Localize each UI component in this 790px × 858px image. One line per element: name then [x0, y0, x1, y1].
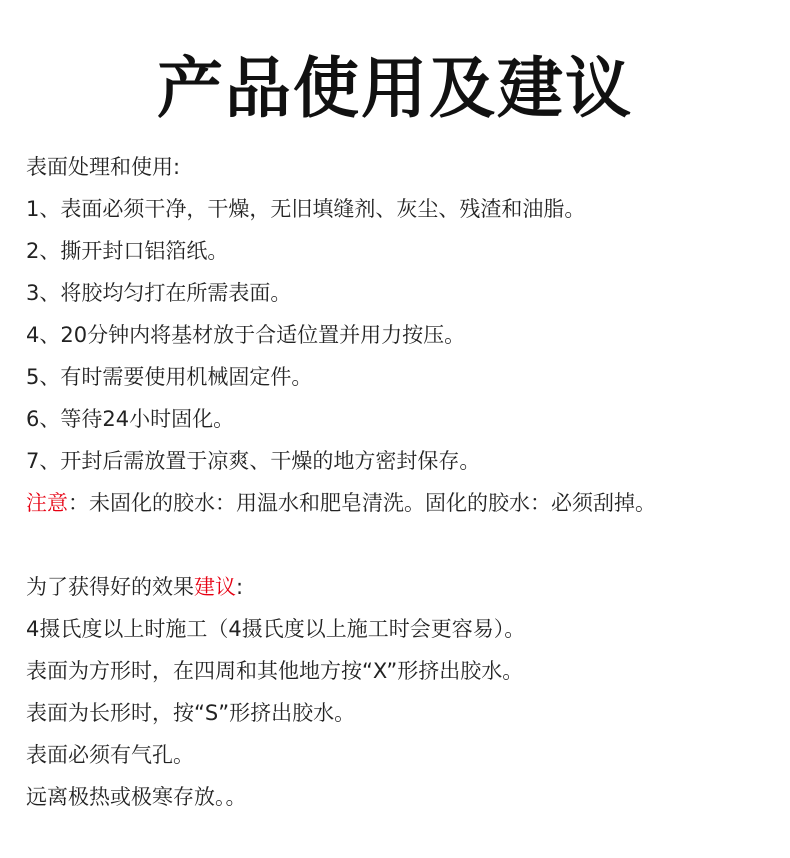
recommendation-heading-highlight: 建议 [194, 575, 236, 599]
step-item: 2、撕开封口铝箔纸。 [26, 239, 229, 263]
recommendation-item: 表面必须有气孔。 [26, 743, 194, 767]
caution-label: 注意 [26, 491, 68, 515]
content-body [26, 146, 776, 818]
recommendation-item: 表面为长形时，按“S”形挤出胶水。 [26, 701, 356, 725]
step-item: 1、表面必须干净，干燥，无旧填缝剂、灰尘、残渣和油脂。 [26, 197, 586, 221]
step-item: 4、20分钟内将基材放于合适位置并用力按压。 [26, 323, 466, 347]
recommendation-heading [26, 566, 776, 608]
step-item: 6、等待24小时固化。 [26, 407, 235, 431]
caution-text: ：未固化的胶水：用温水和肥皂清洗。固化的胶水：必须刮掉。 [68, 491, 656, 515]
recommendation-item: 远离极热或极寒存放。。 [26, 785, 247, 809]
step-item: 5、有时需要使用机械固定件。 [26, 365, 313, 389]
recommendation-heading-prefix: 为了获得好的效果 [26, 575, 194, 599]
surface-treatment-heading: 表面处理和使用: [26, 155, 181, 179]
page-title: 产品使用及建议 [157, 50, 633, 127]
caution-note [26, 482, 776, 524]
section-spacer [26, 524, 776, 566]
recommendation-item: 4摄氏度以上时施工（4摄氏度以上施工时会更容易）。 [26, 617, 526, 641]
recommendation-item: 表面为方形时，在四周和其他地方按“X”形挤出胶水。 [26, 659, 524, 683]
recommendation-heading-suffix: : [236, 575, 244, 599]
step-item: 7、开封后需放置于凉爽、干燥的地方密封保存。 [26, 449, 481, 473]
step-item: 3、将胶均匀打在所需表面。 [26, 281, 292, 305]
